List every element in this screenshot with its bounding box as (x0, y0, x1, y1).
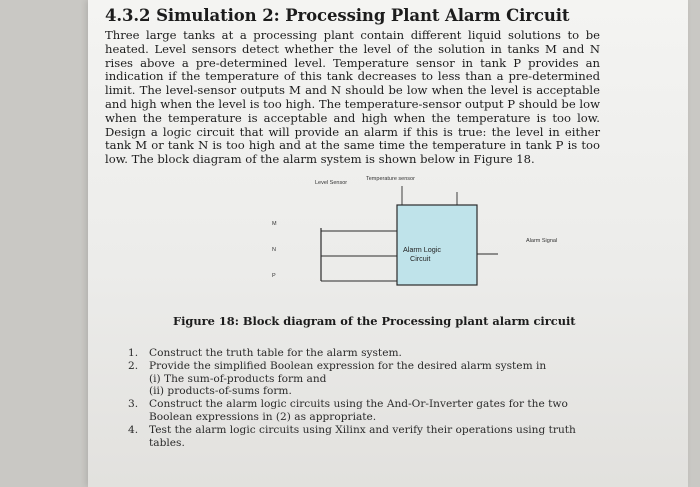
task-list (128, 347, 598, 449)
list-item-text: Construct the alarm logic circuits using the And-Or-Inverter gates for the two Boolean expressions in (2) as appropriate. (149, 398, 568, 423)
list-item (128, 398, 598, 424)
figure-caption: Figure 18: Block diagram of the Processing plant alarm circuit (173, 314, 576, 328)
alarm-logic-label-line1: Alarm Logic (403, 245, 441, 254)
list-item-number: 1. (128, 347, 139, 359)
list-item (128, 360, 598, 398)
alarm-signal-label: Alarm Signal (526, 238, 558, 244)
alarm-logic-label (403, 245, 473, 263)
list-item (128, 424, 598, 450)
document-page (88, 0, 688, 487)
list-item-number: 2. (128, 359, 139, 372)
list-item-text: Provide the simplified Boolean expression for the desired alarm system in (149, 359, 547, 372)
problem-description: Three large tanks at a processing plant contain different liquid solutions to be heated. Level sensors detect whether the level of the solution in tanks M and N rises above a pre-determined level. Temperature sensor in tank P provides an indication if the temperature of this tank decreases to less than a pre-determined limit. The level-sensor outputs M and N should be low when the level is acceptable and high when the level is too high. The temperature-sensor output P should be low when the temperature is acceptable and high when the temperature is too low. Design a logic circuit that will provide an alarm if this is true: the level in either tank M or tank N is too high and at the same time the temperature in tank P is too low. The block diagram of the alarm system is shown below in Figure 18. (105, 28, 600, 167)
section-title: 4.3.2 Simulation 2: Processing Plant Alarm Circuit (105, 6, 570, 25)
list-item (128, 347, 598, 360)
input-p-label: P (272, 273, 276, 279)
list-item-number: 3. (128, 398, 139, 411)
level-sensor-label: Level Sensor (315, 180, 348, 186)
list-item-text: Test the alarm logic circuits using Xilinx and verify their operations using truth tables. (149, 423, 576, 449)
input-m-label: M (272, 221, 277, 227)
list-subitem: (ii) products-of-sums form. (149, 385, 292, 398)
list-item-number: 4. (128, 423, 139, 436)
block-diagram-drawing (248, 176, 498, 301)
temperature-sensor-label: Temperature sensor (366, 176, 415, 182)
input-n-label: N (272, 247, 276, 253)
block-diagram (248, 176, 558, 301)
alarm-logic-label-line2: Circuit (410, 254, 431, 263)
list-subitem: (i) The sum-of-products form and (149, 372, 327, 385)
list-item-text: Construct the truth table for the alarm system. (149, 347, 402, 359)
